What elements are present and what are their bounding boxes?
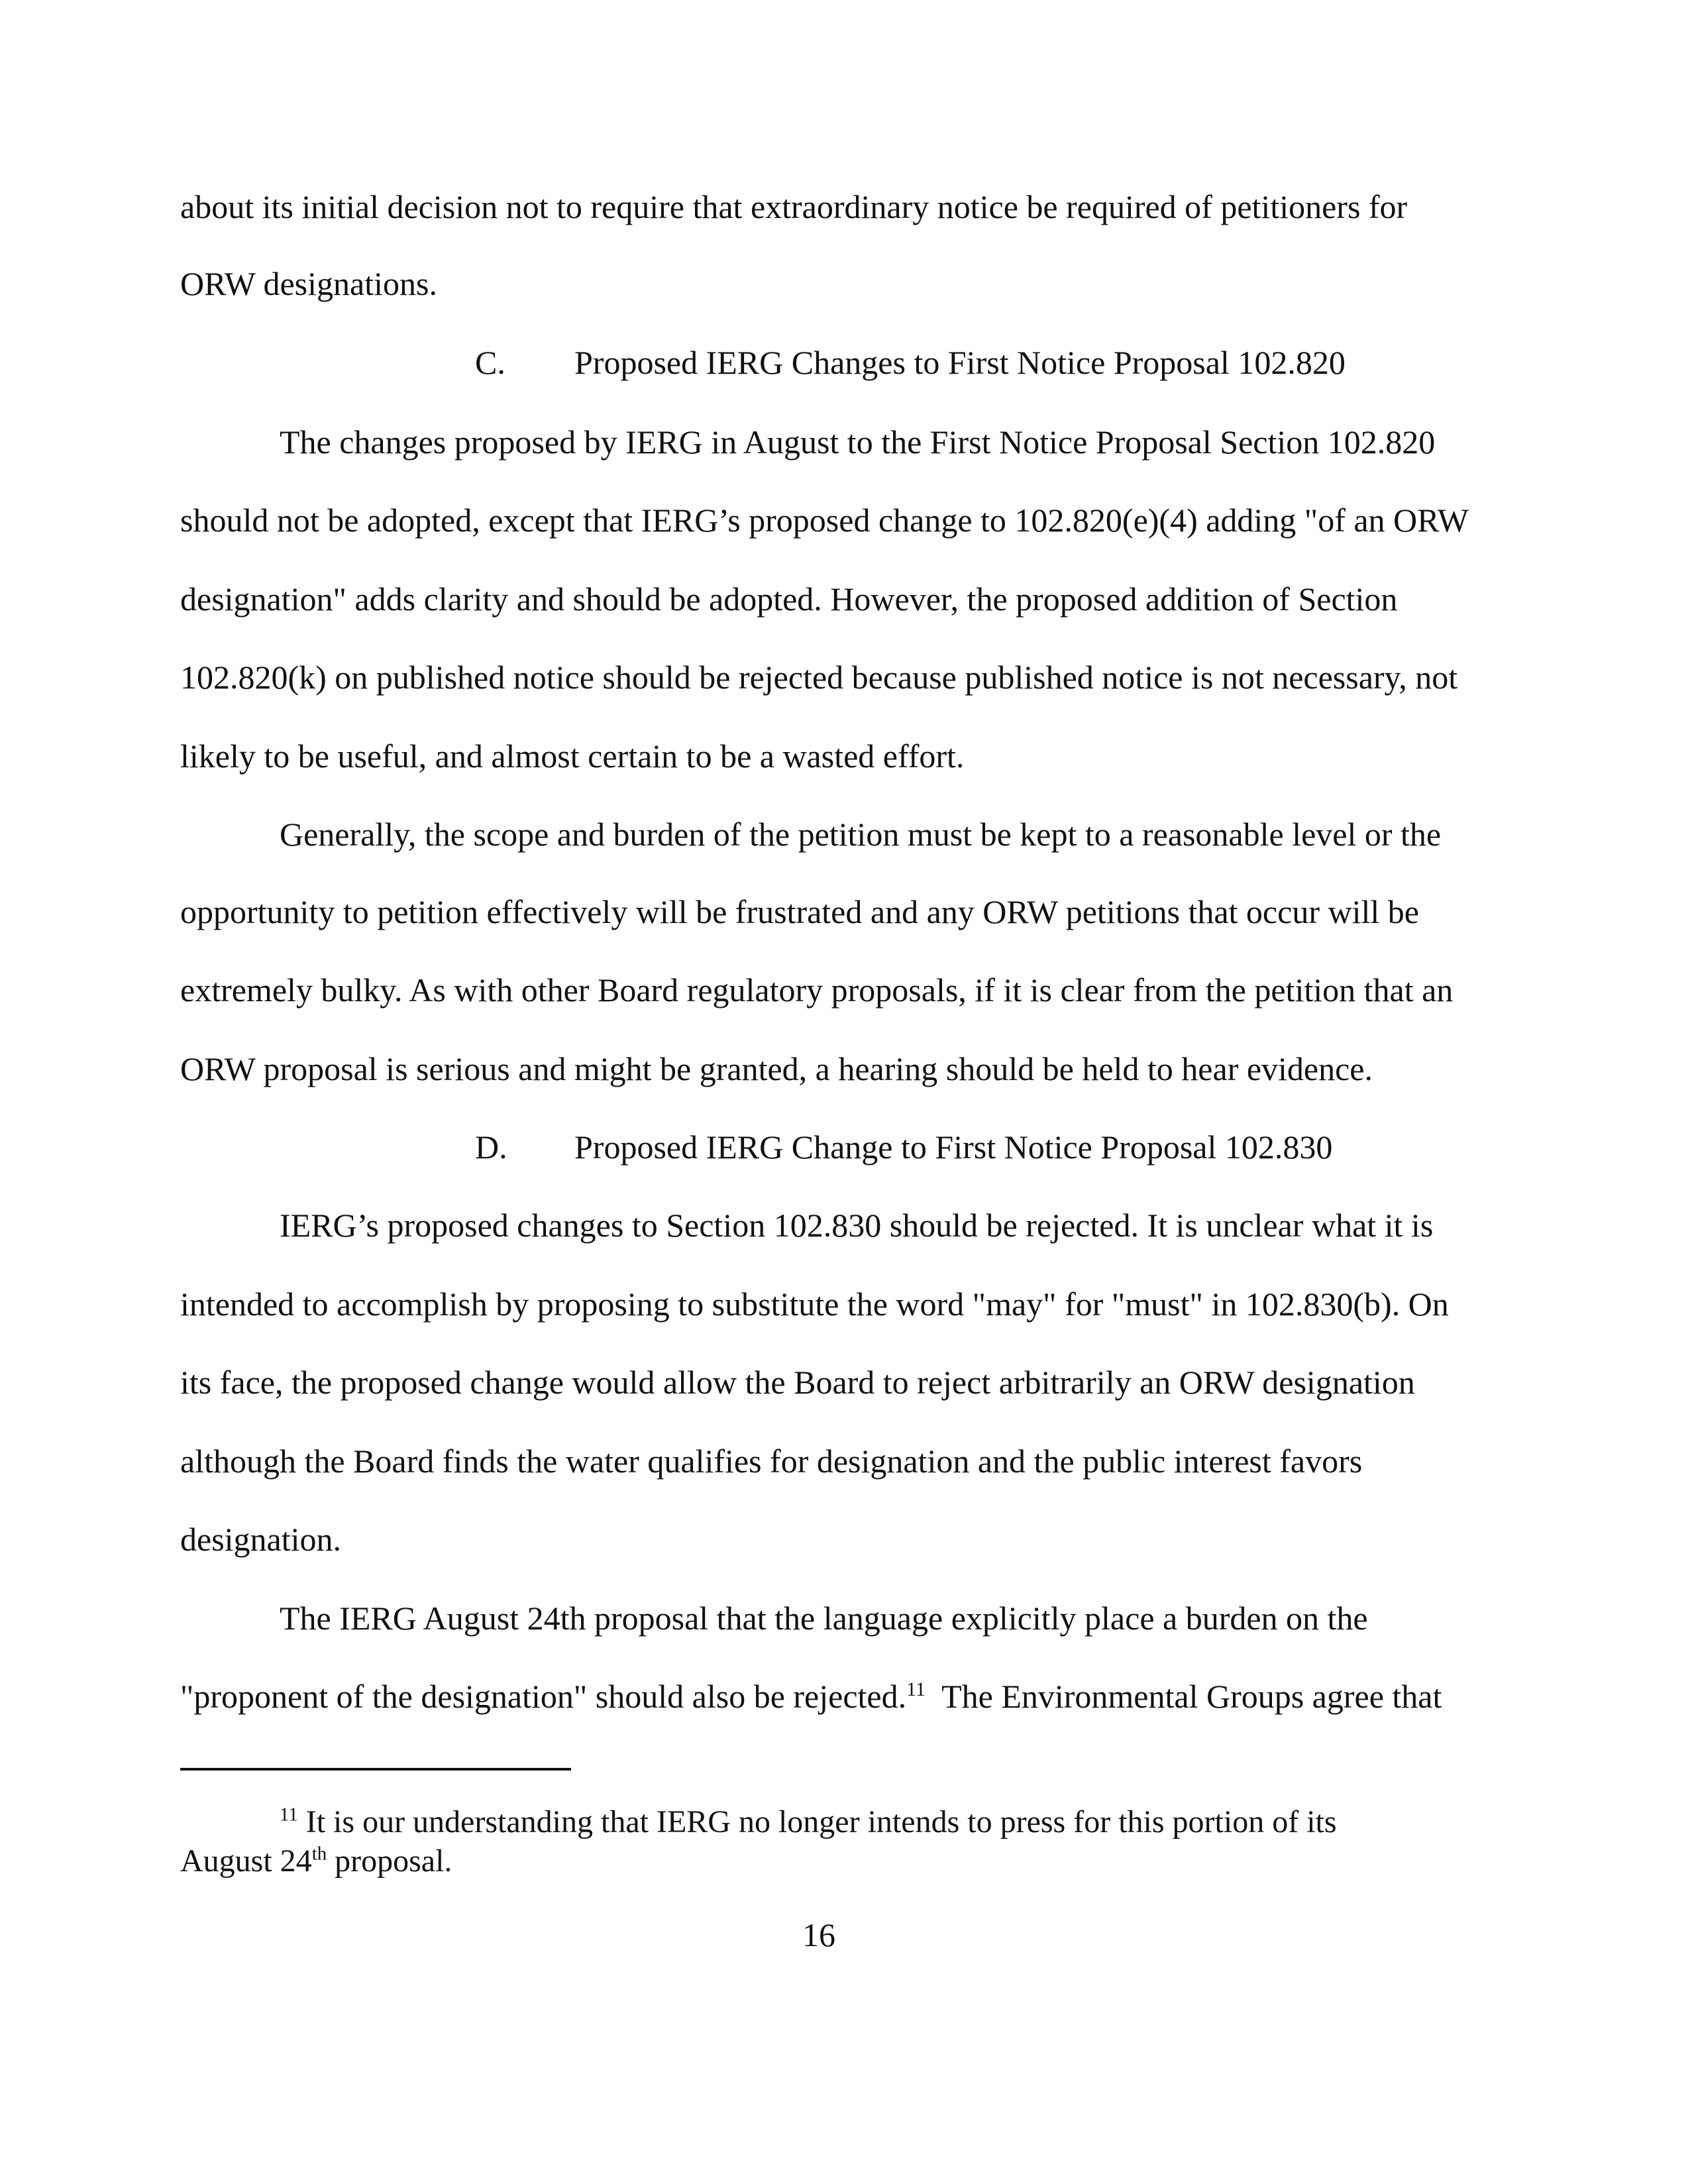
body-line: should not be adopted, except that IERG’s proposed change to 102.820(e)(4) adding "of an ORW [180,502,1469,539]
body-line: The IERG August 24th proposal that the language explicitly place a burden on the [280,1600,1368,1637]
ordinal-suffix: th [311,1843,327,1865]
footnote-number: 11 [280,1804,298,1826]
body-line: about its initial decision not to require that extraordinary notice be required of petitioners for [180,188,1408,225]
footnote-text: proposal. [327,1843,452,1879]
body-text: "proponent of the designation" should also be rejected. [180,1678,907,1715]
footnote-text: It is our understanding that IERG no longer intends to press for this portion of its [297,1804,1337,1839]
body-line: intended to accomplish by proposing to substitute the word "may" for "must" in 102.830(b). On [180,1285,1449,1323]
body-line: opportunity to petition effectively will be frustrated and any ORW petitions that occur will be [180,893,1419,930]
body-line: designation" adds clarity and should be adopted. However, the proposed addition of Section [180,580,1398,618]
footnote-line [180,1841,452,1881]
section-d-letter: D. [475,1128,507,1166]
footnote-divider [180,1768,571,1771]
body-line: likely to be useful, and almost certain to be a wasted effort. [180,737,965,775]
body-line: extremely bulky. As with other Board regulatory proposals, if it is clear from the petition that an [180,971,1454,1009]
body-text: The Environmental Groups agree that [925,1678,1442,1715]
body-line: its face, the proposed change would allow the Board to reject arbitrarily an ORW designation [180,1364,1415,1401]
section-c-heading: Proposed IERG Changes to First Notice Proposal 102.820 [574,344,1346,381]
section-d-heading: Proposed IERG Change to First Notice Proposal 102.830 [574,1128,1333,1166]
section-c-letter: C. [475,344,505,381]
page-number: 16 [802,1916,835,1953]
body-line: ORW designations. [180,265,437,302]
footnote-text: August 24 [180,1843,312,1879]
body-line: designation. [180,1521,342,1558]
body-line: IERG’s proposed changes to Section 102.830 should be rejected. It is unclear what it is [280,1207,1434,1244]
body-line: Generally, the scope and burden of the petition must be kept to a reasonable level or the [280,816,1442,853]
footnote-line [280,1802,1337,1842]
body-line: ORW proposal is serious and might be granted, a hearing should be held to hear evidence. [180,1050,1373,1087]
body-line [180,1676,1442,1716]
body-line: 102.820(k) on published notice should be rejected because published notice is not necessary, not [180,659,1458,696]
footnote-reference[interactable]: 11 [906,1678,926,1700]
body-line: The changes proposed by IERG in August to the First Notice Proposal Section 102.820 [280,423,1436,461]
body-line: although the Board finds the water qualifies for designation and the public interest favors [180,1443,1363,1480]
